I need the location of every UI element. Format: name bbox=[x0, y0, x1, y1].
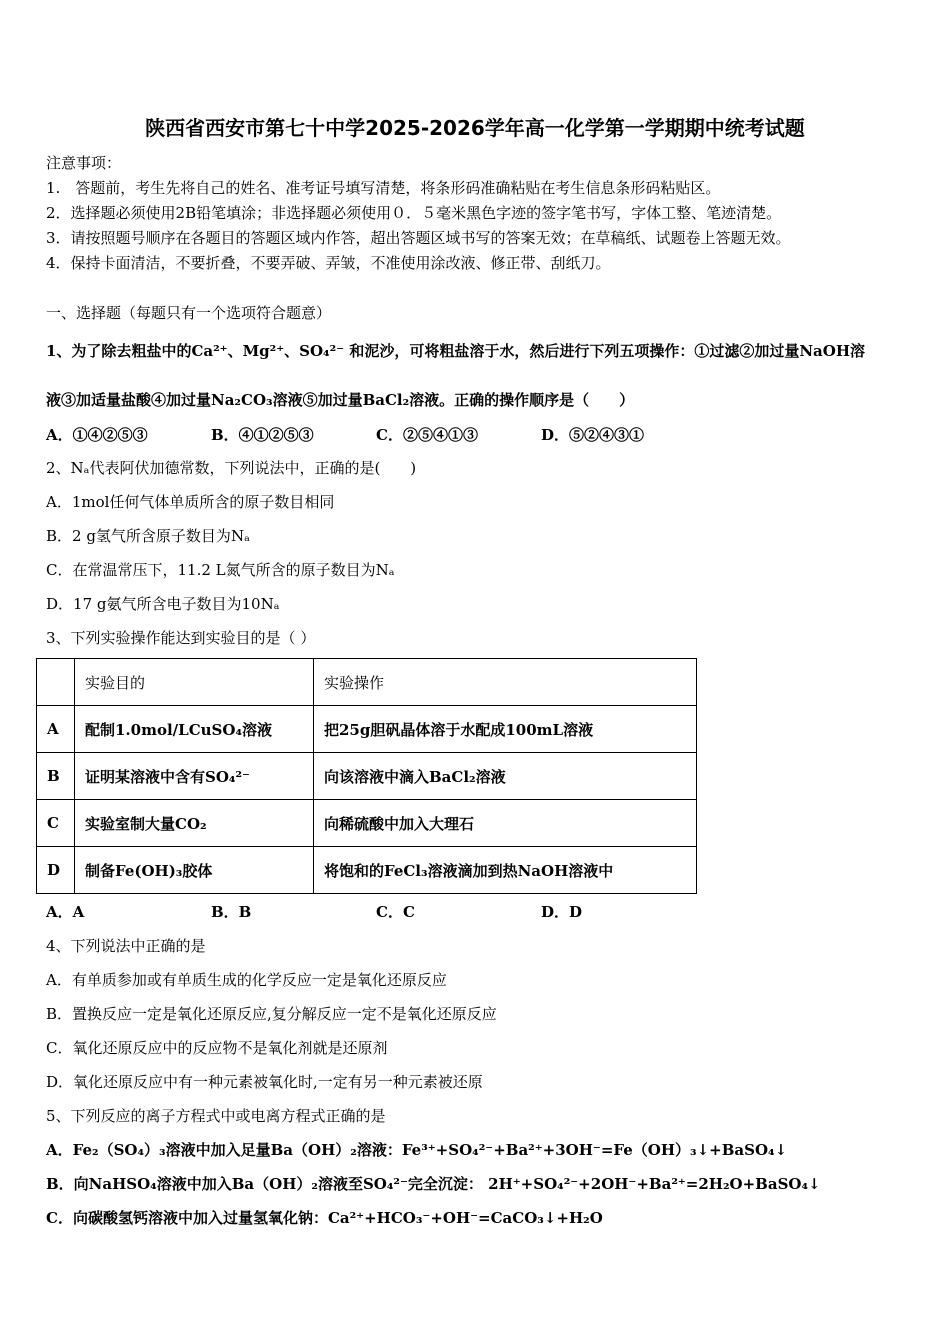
option: A．Fe₂（SO₄）₃溶液中加入足量Ba（OH）₂溶液：Fe³⁺+SO₄²⁻+Ba²⁺+3OH⁻=Fe（OH）₃↓+BaSO₄↓ bbox=[46, 1141, 788, 1159]
question-2-stem: 2、Nₐ代表阿伏加德常数，下列说法中，正确的是( ) bbox=[46, 459, 417, 477]
option: B．置换反应一定是氧化还原反应,复分解反应一定不是氧化还原反应 bbox=[46, 1005, 497, 1023]
cell: 配制1.0mol/LCuSO₄溶液 bbox=[75, 706, 314, 753]
question-1-options bbox=[46, 424, 706, 445]
notice-heading: 注意事项： bbox=[46, 154, 122, 172]
table-row bbox=[37, 847, 697, 894]
table-row bbox=[37, 800, 697, 847]
table-row bbox=[37, 706, 697, 753]
option: A．有单质参加或有单质生成的化学反应一定是氧化还原反应 bbox=[46, 971, 447, 989]
cell: 把25g胆矾晶体溶于水配成100mL溶液 bbox=[314, 706, 697, 753]
question-5-stem: 5、下列反应的离子方程式中或电离方程式正确的是 bbox=[46, 1107, 386, 1125]
cell: C bbox=[37, 800, 75, 847]
notice-item: 2．选择题必须使用2B铅笔填涂；非选择题必须使用０．５毫米黑色字迹的签字笔书写，字体工整、笔迹清楚。 bbox=[46, 204, 782, 222]
question-1-stem-cont: 液③加适量盐酸④加过量Na₂CO₃溶液⑤加过量BaCl₂溶液。正确的操作顺序是（ ） bbox=[46, 391, 635, 409]
notice-item: 1. 答题前，考生先将自己的姓名、准考证号填写清楚，将条形码准确粘贴在考生信息条形码粘贴区。 bbox=[46, 179, 721, 197]
option: A．1mol任何气体单质所含的原子数目相同 bbox=[46, 493, 335, 511]
cell: 制备Fe(OH)₃胶体 bbox=[75, 847, 314, 894]
option: B．④①②⑤③ bbox=[211, 426, 314, 444]
question-3-stem: 3、下列实验操作能达到实验目的是（ ） bbox=[46, 629, 316, 647]
cell: 向该溶液中滴入BaCl₂溶液 bbox=[314, 753, 697, 800]
table-row bbox=[37, 753, 697, 800]
page-title: 陕西省西安市第七十中学2025-2026学年高一化学第一学期期中统考试题 bbox=[145, 116, 805, 140]
cell: 向稀硫酸中加入大理石 bbox=[314, 800, 697, 847]
cell: 证明某溶液中含有SO₄²⁻ bbox=[75, 753, 314, 800]
option: C．②⑤④①③ bbox=[376, 426, 478, 444]
header-cell: 实验操作 bbox=[314, 659, 697, 706]
header-cell: 实验目的 bbox=[75, 659, 314, 706]
cell: D bbox=[37, 847, 75, 894]
question-3-options bbox=[46, 901, 706, 922]
option: B．B bbox=[211, 903, 252, 921]
option: D．氧化还原反应中有一种元素被氧化时,一定有另一种元素被还原 bbox=[46, 1073, 483, 1091]
question-1-stem: 1、为了除去粗盐中的Ca²⁺、Mg²⁺、SO₄²⁻ 和泥沙，可将粗盐溶于水，然后进行下列五项操作：①过滤②加过量NaOH溶 bbox=[46, 342, 866, 360]
experiment-table bbox=[36, 658, 697, 894]
option: C．向碳酸氢钙溶液中加入过量氢氧化钠：Ca²⁺+HCO₃⁻+OH⁻=CaCO₃↓+H₂O bbox=[46, 1209, 603, 1227]
option: B．2 g氢气所含原子数目为Nₐ bbox=[46, 527, 250, 545]
option: C．在常温常压下，11.2 L氮气所含的原子数目为Nₐ bbox=[46, 561, 395, 579]
cell: 实验室制大量CO₂ bbox=[75, 800, 314, 847]
section-heading: 一、选择题（每题只有一个选项符合题意） bbox=[46, 304, 332, 322]
option: C．C bbox=[376, 903, 415, 921]
table-header bbox=[37, 659, 697, 706]
notice-item: 4．保持卡面清洁，不要折叠，不要弄破、弄皱，不准使用涂改液、修正带、刮纸刀。 bbox=[46, 254, 611, 272]
cell: 将饱和的FeCl₃溶液滴加到热NaOH溶液中 bbox=[314, 847, 697, 894]
option: D．D bbox=[541, 903, 583, 921]
cell: B bbox=[37, 753, 75, 800]
option: A．①④②⑤③ bbox=[46, 426, 148, 444]
header-cell bbox=[37, 659, 75, 706]
option: D．17 g氨气所含电子数目为10Nₐ bbox=[46, 595, 280, 613]
option: B．向NaHSO₄溶液中加入Ba（OH）₂溶液至SO₄²⁻完全沉淀： 2H⁺+SO₄²⁻+2OH⁻+Ba²⁺=2H₂O+BaSO₄↓ bbox=[46, 1175, 821, 1193]
option: A．A bbox=[46, 903, 85, 921]
question-4-stem: 4、下列说法中正确的是 bbox=[46, 937, 206, 955]
cell: A bbox=[37, 706, 75, 753]
option: D．⑤②④③① bbox=[541, 426, 645, 444]
option: C．氧化还原反应中的反应物不是氧化剂就是还原剂 bbox=[46, 1039, 388, 1057]
notice-item: 3．请按照题号顺序在各题目的答题区域内作答，超出答题区域书写的答案无效；在草稿纸、试题卷上答题无效。 bbox=[46, 229, 791, 247]
